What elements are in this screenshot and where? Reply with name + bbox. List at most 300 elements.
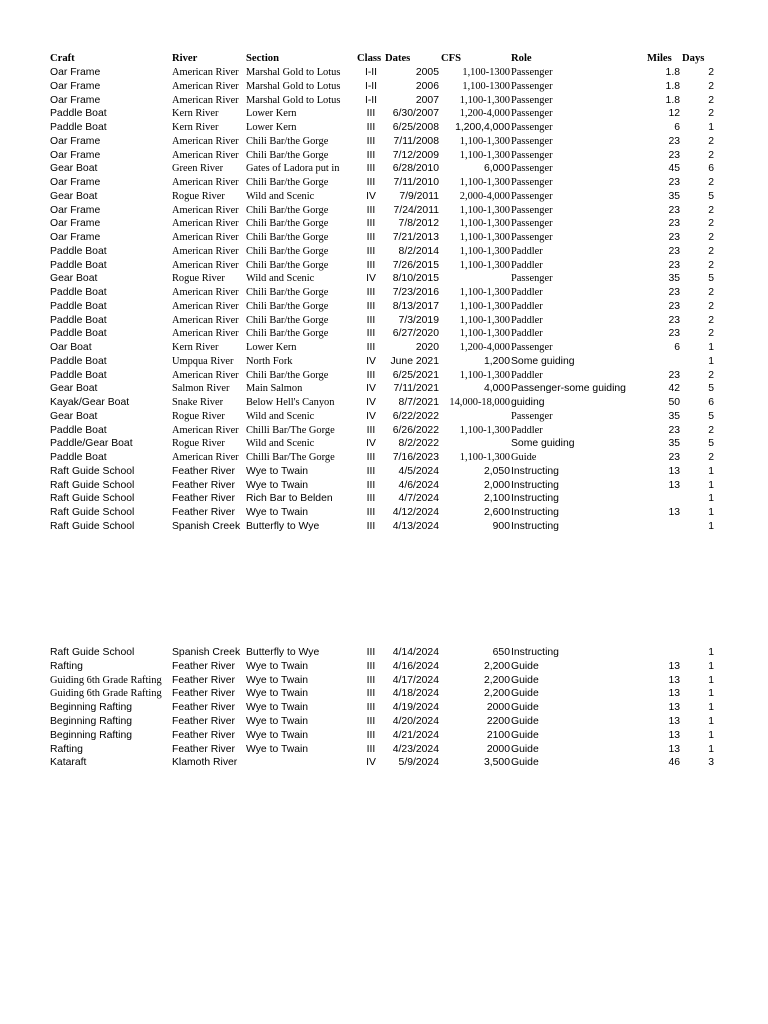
- cell-cfs: 1,100-1,300: [459, 149, 510, 161]
- table-row: [0, 314, 768, 328]
- cell-river: American River: [172, 300, 239, 312]
- cell-craft: Paddle Boat: [50, 300, 107, 312]
- table-row: [0, 715, 768, 729]
- cell-days: 2: [708, 369, 714, 381]
- cell-craft: Oar Frame: [50, 80, 101, 92]
- cell-craft: Rafting: [50, 743, 83, 755]
- cell-cfs: 1,100-1,300: [459, 204, 510, 216]
- cell-river: American River: [172, 67, 239, 78]
- cell-cfs: 14,000-18,000: [449, 397, 510, 408]
- cell-role: Passenger: [511, 94, 553, 106]
- cell-dates: 8/13/2017: [392, 300, 439, 312]
- cell-days: 2: [708, 232, 714, 243]
- cell-section: Wye to Twain: [246, 729, 309, 741]
- cell-craft: Raft Guide School: [50, 465, 135, 477]
- header-row: [0, 52, 768, 66]
- cell-days: 2: [708, 67, 714, 78]
- cell-class: IV: [366, 355, 376, 367]
- cell-role: Passenger-some guiding: [511, 383, 626, 395]
- cell-river: American River: [172, 245, 239, 257]
- cell-craft: Guiding 6th Grade Rafting: [50, 674, 162, 686]
- header-section: Section: [246, 53, 279, 64]
- cell-craft: Oar Frame: [50, 67, 101, 78]
- cell-dates: 7/16/2023: [392, 452, 439, 463]
- cell-cfs: 1,100-1,300: [459, 177, 510, 188]
- cell-craft: Paddle Boat: [50, 245, 107, 257]
- cell-section: Butterfly to Wye: [246, 647, 320, 658]
- cell-section: Wye to Twain: [246, 716, 309, 727]
- cell-section: Chili Bar/the Gorge: [246, 328, 329, 340]
- cell-section: Chili Bar/the Gorge: [246, 369, 329, 381]
- cell-role: Passenger: [511, 108, 553, 120]
- cell-days: 3: [708, 757, 714, 769]
- cell-river: Klamoth River: [172, 757, 238, 769]
- cell-miles: 13: [668, 729, 680, 741]
- table-row: [0, 382, 768, 396]
- cell-miles: 1.8: [665, 80, 680, 92]
- cell-role: Guide: [511, 757, 539, 769]
- cell-craft: Paddle Boat: [50, 355, 107, 367]
- cell-cfs: 1,100-1,300: [459, 300, 510, 312]
- table-row: [0, 107, 768, 121]
- cell-miles: 13: [668, 660, 680, 672]
- cell-days: 2: [708, 452, 714, 463]
- cell-class: III: [366, 135, 376, 147]
- cell-river: Spanish Creek: [172, 647, 241, 658]
- cell-river: Feather River: [172, 674, 235, 686]
- table-row: [0, 355, 768, 369]
- cell-days: 1: [708, 660, 714, 672]
- cell-section: Below Hell's Canyon: [246, 397, 335, 408]
- cell-role: Paddler: [511, 300, 543, 312]
- cell-dates: 7/11/2008: [393, 135, 439, 147]
- cell-section: Chili Bar/the Gorge: [246, 300, 329, 312]
- table-row: [0, 479, 768, 493]
- cell-river: American River: [172, 177, 239, 188]
- cell-class: III: [366, 520, 376, 532]
- cell-role: Passenger: [511, 80, 553, 92]
- cell-class: III: [366, 108, 376, 120]
- cell-role: Paddler: [511, 259, 543, 271]
- cell-days: 1: [708, 479, 714, 491]
- cell-class: III: [366, 716, 376, 727]
- cell-role: Instructing: [511, 520, 559, 532]
- cell-cfs: 1,100-1,300: [459, 245, 510, 257]
- cell-role: Passenger: [511, 149, 553, 161]
- cell-days: 2: [708, 245, 714, 257]
- table-row: [0, 245, 768, 259]
- cell-role: Passenger: [511, 190, 553, 202]
- cell-miles: 6: [674, 122, 680, 133]
- cell-river: Snake River: [172, 397, 224, 408]
- cell-role: Some guiding: [511, 438, 575, 450]
- cell-miles: 23: [668, 452, 680, 463]
- cell-section: Lower Kern: [246, 122, 297, 133]
- cell-craft: Kayak/Gear Boat: [50, 397, 130, 408]
- cell-dates: 7/9/2011: [399, 190, 439, 202]
- cell-miles: 1.8: [665, 94, 680, 106]
- cell-river: American River: [172, 424, 239, 436]
- cell-dates: 4/13/2024: [392, 520, 439, 532]
- cell-class: III: [366, 245, 376, 257]
- cell-cfs: 900: [492, 520, 510, 532]
- cell-dates: 7/11/2021: [393, 383, 439, 395]
- table-row: [0, 743, 768, 757]
- cell-craft: Oar Frame: [50, 204, 101, 216]
- cell-class: III: [366, 232, 376, 243]
- cell-section: Wild and Scenic: [246, 273, 315, 285]
- cell-days: 5: [708, 190, 714, 202]
- cell-dates: 6/30/2007: [392, 108, 439, 120]
- cell-miles: 13: [668, 465, 680, 477]
- cell-cfs: 3,500: [483, 757, 510, 769]
- cell-dates: 2006: [415, 80, 439, 92]
- cell-role: Guide: [511, 743, 539, 755]
- cell-dates: 7/24/2011: [393, 204, 439, 216]
- cell-miles: 35: [668, 438, 680, 450]
- cell-class: IV: [366, 190, 376, 202]
- table-row: [0, 424, 768, 438]
- cell-craft: Oar Frame: [50, 218, 101, 230]
- cell-days: 1: [708, 493, 714, 505]
- cell-days: 2: [708, 80, 714, 92]
- cell-role: Instructing: [511, 507, 559, 518]
- cell-dates: 7/3/2019: [398, 314, 439, 326]
- cell-river: Feather River: [172, 688, 235, 700]
- cell-days: 2: [708, 204, 714, 216]
- cell-cfs: 1,100-1,300: [459, 314, 510, 326]
- cell-role: Passenger: [511, 135, 553, 147]
- cell-class: III: [366, 743, 376, 755]
- cell-cfs: 1,100-1300: [462, 67, 510, 78]
- cell-dates: 4/7/2024: [398, 493, 439, 505]
- cell-dates: 7/8/2012: [398, 218, 439, 230]
- cell-days: 1: [708, 507, 714, 518]
- cell-days: 6: [708, 163, 714, 175]
- table-row: [0, 396, 768, 410]
- cell-craft: Paddle Boat: [50, 314, 107, 326]
- table-row: [0, 176, 768, 190]
- cell-craft: Raft Guide School: [50, 479, 135, 491]
- table-row: [0, 341, 768, 355]
- cell-dates: 6/25/2008: [392, 122, 439, 133]
- cell-miles: 23: [668, 135, 680, 147]
- cell-miles: 13: [668, 743, 680, 755]
- cell-section: North Fork: [246, 355, 293, 367]
- cell-role: Guide: [511, 688, 539, 700]
- table-row: [0, 701, 768, 715]
- cell-dates: 7/26/2015: [392, 259, 439, 271]
- cell-section: Wye to Twain: [246, 743, 309, 755]
- cell-craft: Gear Boat: [50, 163, 98, 175]
- cell-craft: Rafting: [50, 660, 83, 672]
- cell-craft: Raft Guide School: [50, 520, 135, 532]
- cell-section: Gates of Ladora put in: [246, 163, 340, 175]
- cell-cfs: 1,100-1,300: [459, 328, 510, 340]
- cell-miles: 23: [668, 300, 680, 312]
- cell-days: 2: [708, 108, 714, 120]
- cell-craft: Paddle Boat: [50, 287, 107, 298]
- cell-craft: Oar Boat: [50, 342, 92, 353]
- cell-section: Lower Kern: [246, 108, 297, 120]
- cell-craft: Paddle Boat: [50, 122, 107, 133]
- cell-role: guiding: [511, 397, 545, 408]
- cell-days: 2: [708, 218, 714, 230]
- cell-class: III: [366, 287, 376, 298]
- cell-days: 5: [708, 438, 714, 450]
- cell-class: I-II: [364, 80, 378, 92]
- cell-days: 2: [708, 259, 714, 271]
- cell-days: 2: [708, 314, 714, 326]
- header-craft: Craft: [50, 53, 75, 64]
- cell-section: Marshal Gold to Lotus: [246, 80, 341, 92]
- cell-cfs: 1,100-1,300: [459, 259, 510, 271]
- cell-cfs: 2100: [486, 729, 510, 741]
- cell-days: 2: [708, 177, 714, 188]
- cell-river: American River: [172, 80, 239, 92]
- cell-role: Passenger: [511, 342, 553, 353]
- cell-class: III: [366, 314, 376, 326]
- cell-craft: Paddle Boat: [50, 369, 107, 381]
- cell-role: Instructing: [511, 465, 559, 477]
- cell-miles: 50: [668, 397, 680, 408]
- header-miles: Miles: [647, 53, 672, 64]
- cell-days: 1: [708, 716, 714, 727]
- cell-class: III: [366, 259, 376, 271]
- cell-days: 1: [708, 743, 714, 755]
- cell-section: Marshal Gold to Lotus: [246, 67, 341, 78]
- cell-cfs: 1,100-1300: [462, 80, 510, 92]
- cell-miles: 13: [668, 702, 680, 714]
- table-row: [0, 231, 768, 245]
- cell-section: Chili Bar/the Gorge: [246, 204, 329, 216]
- cell-role: Instructing: [511, 479, 559, 491]
- cell-class: III: [366, 369, 376, 381]
- cell-role: Paddler: [511, 314, 543, 326]
- cell-class: IV: [366, 757, 376, 769]
- cell-days: 5: [708, 273, 714, 285]
- cell-river: American River: [172, 259, 239, 271]
- cell-class: III: [366, 163, 376, 175]
- cell-dates: 4/16/2024: [392, 660, 439, 672]
- cell-craft: Beginning Rafting: [50, 702, 133, 714]
- cell-class: I-II: [364, 94, 378, 106]
- table-row: [0, 121, 768, 135]
- header-role: Role: [511, 53, 532, 64]
- cell-role: Guide: [511, 716, 539, 727]
- cell-days: 1: [708, 342, 714, 353]
- cell-role: Paddler: [511, 424, 543, 436]
- cell-cfs: 1,200-4,000: [459, 108, 510, 120]
- cell-class: IV: [366, 410, 376, 422]
- cell-river: American River: [172, 149, 239, 161]
- cell-dates: 2020: [415, 342, 439, 353]
- cell-miles: 13: [668, 479, 680, 491]
- table-row: [0, 272, 768, 286]
- cell-river: Feather River: [172, 660, 235, 672]
- cell-river: Rogue River: [172, 438, 225, 450]
- table-row: [0, 520, 768, 534]
- cell-days: 1: [708, 122, 714, 133]
- cell-section: Lower Kern: [246, 342, 297, 353]
- cell-days: 2: [708, 135, 714, 147]
- cell-river: Umpqua River: [172, 355, 234, 367]
- cell-miles: 23: [668, 328, 680, 340]
- table-row: [0, 94, 768, 108]
- cell-craft: Paddle/Gear Boat: [50, 438, 133, 450]
- cell-role: Passenger: [511, 204, 553, 216]
- cell-role: Guide: [511, 674, 539, 686]
- cell-class: III: [366, 674, 376, 686]
- cell-days: 1: [708, 702, 714, 714]
- cell-cfs: 1,200,4,000: [455, 122, 510, 133]
- cell-section: Chili Bar/the Gorge: [246, 287, 329, 298]
- cell-section: Wye to Twain: [246, 479, 309, 491]
- cell-dates: 8/10/2015: [392, 273, 439, 285]
- cell-role: Passenger: [511, 122, 553, 133]
- cell-section: Wild and Scenic: [246, 438, 315, 450]
- cell-section: Wild and Scenic: [246, 190, 315, 202]
- cell-section: Chili Bar/the Gorge: [246, 177, 329, 188]
- cell-class: III: [366, 122, 376, 133]
- cell-role: Passenger: [511, 177, 553, 188]
- cell-role: Paddler: [511, 287, 543, 298]
- cell-miles: 23: [668, 245, 680, 257]
- cell-days: 5: [708, 410, 714, 422]
- cell-cfs: 2,200: [483, 660, 510, 672]
- cell-river: Kern River: [172, 108, 219, 120]
- cell-cfs: 2,000-4,000: [459, 190, 510, 202]
- cell-miles: 23: [668, 314, 680, 326]
- cell-cfs: 1,200: [483, 355, 510, 367]
- cell-craft: Paddle Boat: [50, 259, 107, 271]
- table-row: [0, 135, 768, 149]
- cell-river: Feather River: [172, 716, 235, 727]
- cell-river: American River: [172, 314, 239, 326]
- table-row: [0, 492, 768, 506]
- cell-dates: 6/22/2022: [392, 410, 439, 422]
- cell-craft: Beginning Rafting: [50, 729, 133, 741]
- header-class: Class: [357, 53, 382, 64]
- cell-river: Rogue River: [172, 410, 225, 422]
- cell-section: Butterfly to Wye: [246, 520, 320, 532]
- cell-dates: 6/28/2010: [392, 163, 439, 175]
- cell-craft: Paddle Boat: [50, 452, 107, 463]
- cell-craft: Gear Boat: [50, 273, 98, 285]
- table-row: [0, 162, 768, 176]
- cell-miles: 35: [668, 273, 680, 285]
- cell-section: Chilli Bar/The Gorge: [246, 424, 335, 436]
- cell-dates: 8/2/2014: [398, 245, 439, 257]
- cell-class: III: [366, 660, 376, 672]
- cell-river: American River: [172, 328, 239, 340]
- table-row: [0, 286, 768, 300]
- cell-river: Feather River: [172, 493, 235, 505]
- cell-class: IV: [366, 438, 376, 450]
- cell-cfs: 1,100-1,300: [459, 94, 510, 106]
- cell-cfs: 1,100-1,300: [459, 424, 510, 436]
- cell-miles: 23: [668, 287, 680, 298]
- cell-dates: 6/25/2021: [392, 369, 439, 381]
- table-row: [0, 756, 768, 770]
- cell-cfs: 2000: [486, 702, 510, 714]
- cell-river: Rogue River: [172, 273, 225, 285]
- cell-section: Chili Bar/the Gorge: [246, 314, 329, 326]
- cell-section: Wye to Twain: [246, 702, 309, 714]
- cell-role: Guide: [511, 702, 539, 714]
- cell-days: 5: [708, 383, 714, 395]
- cell-dates: 5/9/2024: [398, 757, 439, 769]
- cell-days: 1: [708, 355, 714, 367]
- table-row: [0, 204, 768, 218]
- cell-miles: 46: [668, 757, 680, 769]
- cell-dates: 6/26/2022: [392, 424, 439, 436]
- cell-dates: 8/7/2021: [398, 397, 439, 408]
- cell-river: Feather River: [172, 507, 235, 518]
- cell-class: III: [366, 149, 376, 161]
- cell-class: III: [366, 424, 376, 436]
- cell-craft: Oar Frame: [50, 232, 101, 243]
- cell-river: Kern River: [172, 342, 219, 353]
- cell-class: III: [366, 479, 376, 491]
- cell-days: 1: [708, 688, 714, 700]
- table-row: [0, 687, 768, 701]
- cell-dates: 6/27/2020: [392, 328, 439, 340]
- table-row: [0, 410, 768, 424]
- cell-dates: 7/23/2016: [392, 287, 439, 298]
- cell-miles: 12: [668, 108, 680, 120]
- cell-role: Some guiding: [511, 355, 575, 367]
- cell-class: IV: [366, 273, 376, 285]
- cell-craft: Paddle Boat: [50, 328, 107, 340]
- table-row: [0, 729, 768, 743]
- cell-miles: 23: [668, 218, 680, 230]
- cell-class: III: [366, 218, 376, 230]
- cell-craft: Paddle Boat: [50, 108, 107, 120]
- table-row: [0, 327, 768, 341]
- table-row: [0, 217, 768, 231]
- cell-dates: 4/20/2024: [392, 716, 439, 727]
- cell-class: III: [366, 300, 376, 312]
- cell-river: Feather River: [172, 702, 235, 714]
- cell-craft: Kataraft: [50, 757, 87, 769]
- cell-section: Wye to Twain: [246, 465, 309, 477]
- table-row: [0, 369, 768, 383]
- cell-dates: 4/18/2024: [392, 688, 439, 700]
- cell-dates: 4/19/2024: [392, 702, 439, 714]
- cell-class: IV: [366, 383, 376, 395]
- cell-section: Chili Bar/the Gorge: [246, 149, 329, 161]
- cell-section: Chili Bar/the Gorge: [246, 259, 329, 271]
- cell-miles: 23: [668, 369, 680, 381]
- cell-dates: 4/6/2024: [398, 479, 439, 491]
- cell-cfs: 1,100-1,300: [459, 287, 510, 298]
- cell-miles: 35: [668, 410, 680, 422]
- table-row: [0, 259, 768, 273]
- cell-class: III: [366, 688, 376, 700]
- cell-craft: Raft Guide School: [50, 507, 135, 518]
- cell-craft: Oar Frame: [50, 94, 101, 106]
- cell-days: 1: [708, 647, 714, 658]
- table-row: [0, 646, 768, 660]
- cell-miles: 23: [668, 177, 680, 188]
- cell-cfs: 650: [492, 647, 510, 658]
- table-row: [0, 80, 768, 94]
- table-row: [0, 451, 768, 465]
- cell-dates: 2007: [415, 94, 439, 106]
- cell-days: 2: [708, 94, 714, 106]
- cell-dates: 4/21/2024: [392, 729, 439, 741]
